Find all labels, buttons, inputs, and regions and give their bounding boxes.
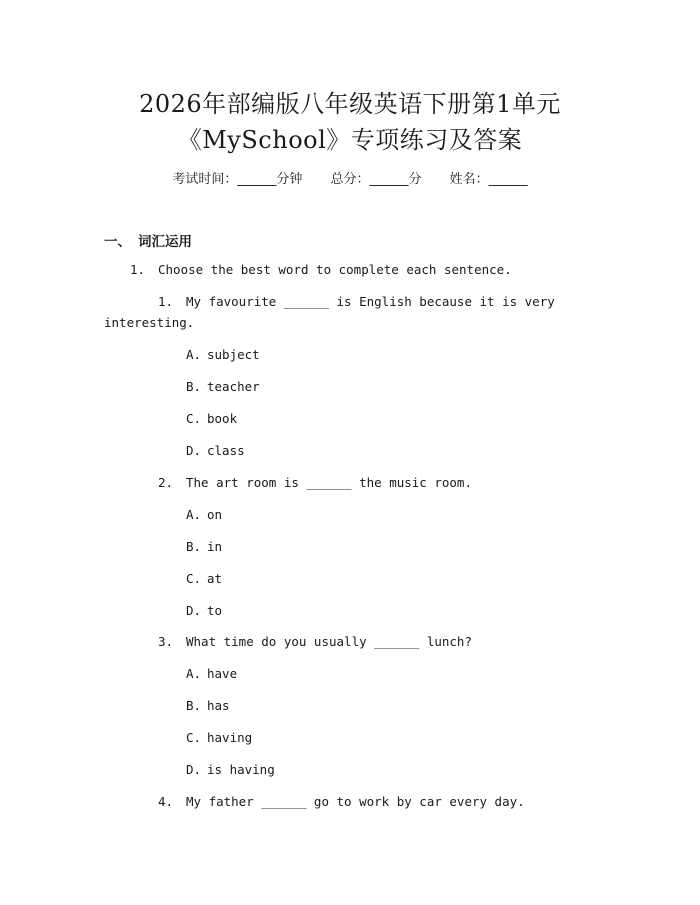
option-letter: B. [186, 698, 202, 713]
question-text: My father ______ go to work by car every day. [186, 794, 525, 809]
option-letter: B. [186, 379, 202, 394]
option-text: book [207, 411, 238, 426]
option-text: has [207, 698, 230, 713]
section-title: 词汇运用 [138, 234, 192, 250]
question-1-continuation: interesting. [104, 315, 195, 330]
option-item[interactable] [186, 698, 230, 713]
question-3 [158, 634, 472, 649]
option-text: have [207, 666, 238, 681]
option-text: on [207, 507, 223, 522]
question-number: 4. [158, 794, 174, 809]
option-letter: C. [186, 571, 202, 586]
option-text: to [207, 603, 223, 618]
option-item[interactable] [186, 411, 237, 426]
option-item[interactable] [186, 571, 222, 586]
exam-name-field: 姓名：______ [449, 172, 528, 187]
question-1 [158, 294, 555, 309]
option-item[interactable] [186, 443, 245, 458]
option-item[interactable] [186, 666, 237, 681]
question-number: 1. [158, 294, 174, 309]
section-heading [104, 230, 192, 250]
document-title-line-2: 《MySchool》专项练习及答案 [177, 126, 523, 154]
option-text: at [207, 571, 223, 586]
option-item[interactable] [186, 762, 275, 777]
question-text: What time do you usually ______ lunch? [186, 634, 472, 649]
option-letter: A. [186, 347, 202, 362]
option-letter: B. [186, 539, 202, 554]
option-item[interactable] [186, 507, 222, 522]
option-letter: A. [186, 666, 202, 681]
option-text: class [207, 443, 245, 458]
option-letter: C. [186, 730, 202, 745]
question-text: My favourite ______ is English because it is very [186, 294, 555, 309]
question-text: The art room is ______ the music room. [186, 475, 472, 490]
exam-info [0, 168, 700, 187]
task-instruction [130, 262, 512, 277]
option-text: teacher [207, 379, 260, 394]
task-instruction-text: Choose the best word to complete each sentence. [158, 262, 512, 277]
option-text: in [207, 539, 223, 554]
document-title-line-1: 2026年部编版八年级英语下册第1单元 [139, 90, 561, 118]
question-number: 2. [158, 475, 174, 490]
task-number: 1. [130, 262, 146, 277]
exam-time-field: 考试时间：______分钟 [172, 172, 303, 187]
option-item[interactable] [186, 603, 222, 618]
option-item[interactable] [186, 347, 260, 362]
option-text: is having [207, 762, 275, 777]
option-letter: C. [186, 411, 202, 426]
option-letter: A. [186, 507, 202, 522]
question-2 [158, 475, 472, 490]
option-item[interactable] [186, 730, 252, 745]
option-letter: D. [186, 443, 202, 458]
option-text: having [207, 730, 253, 745]
question-number: 3. [158, 634, 174, 649]
section-number: 一、 [104, 234, 131, 250]
option-letter: D. [186, 762, 202, 777]
option-item[interactable] [186, 379, 260, 394]
option-text: subject [207, 347, 260, 362]
option-item[interactable] [186, 539, 222, 554]
question-4 [158, 794, 525, 809]
option-letter: D. [186, 603, 202, 618]
exam-score-field: 总分：______分 [330, 172, 422, 187]
